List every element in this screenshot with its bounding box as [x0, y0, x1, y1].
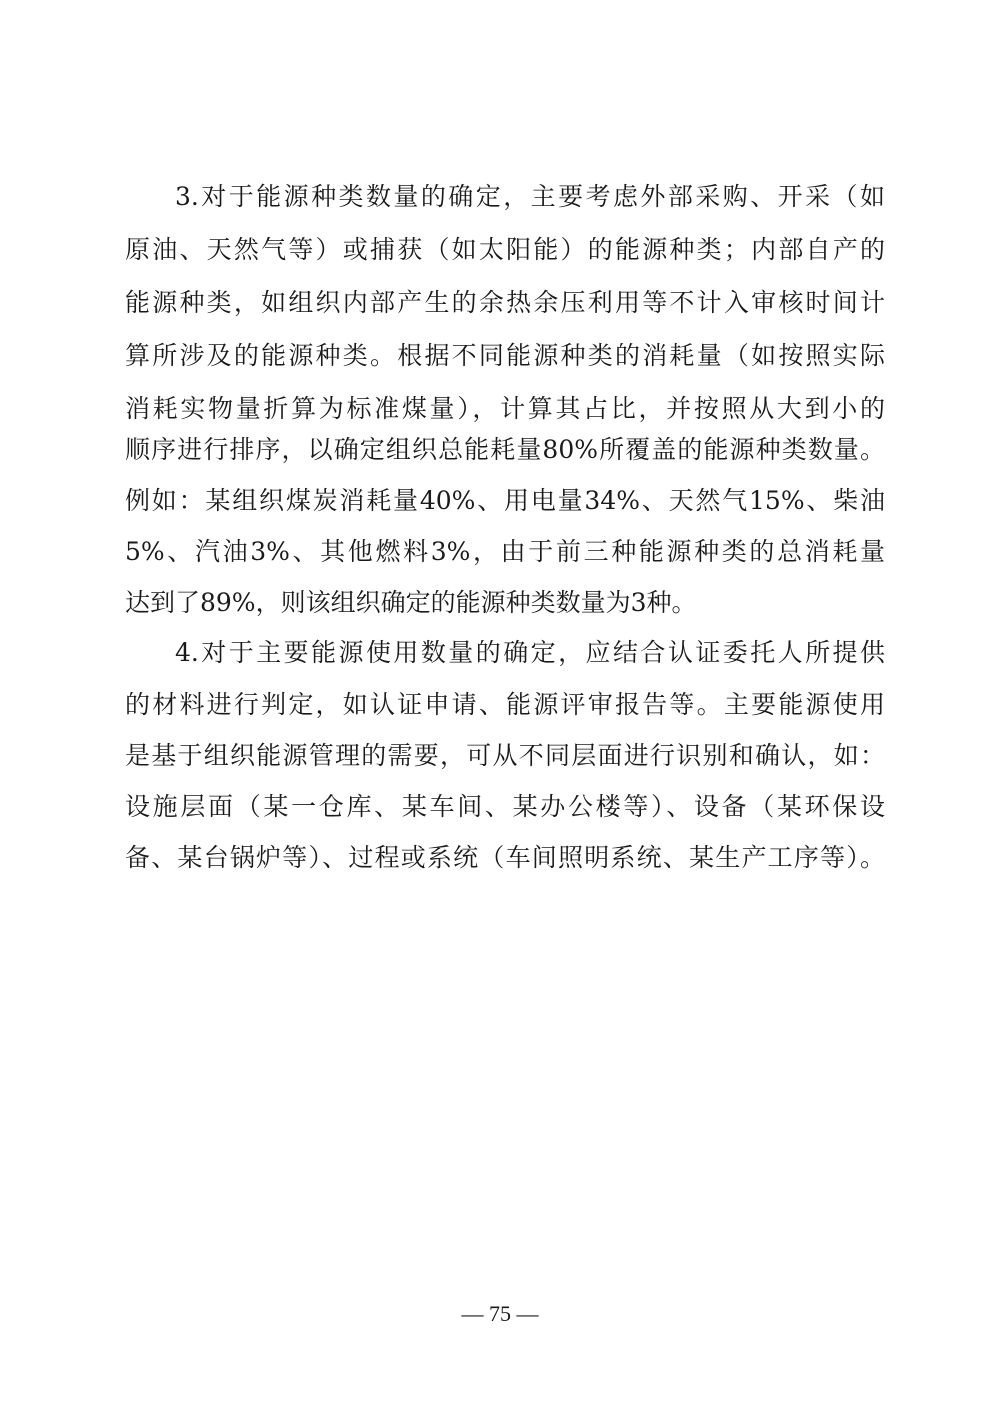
- text-line: 原油、天然气等）或捕获（如太阳能）的能源种类；内部自产的: [125, 235, 885, 264]
- text-line: 算所涉及的能源种类。根据不同能源种类的消耗量（如按照实际: [125, 341, 885, 370]
- text-line: 能源种类，如组织内部产生的余热余压利用等不计入审核时间计: [125, 288, 885, 317]
- text-line: 例如：某组织煤炭消耗量40%、用电量34%、天然气15%、柴油: [125, 486, 885, 515]
- text-line: 顺序进行排序，以确定组织总能耗量80%所覆盖的能源种类数量。: [125, 435, 885, 464]
- text-line: 5%、汽油3%、其他燃料3%，由于前三种能源种类的总消耗量: [125, 537, 885, 566]
- text-line: 是基于组织能源管理的需要，可从不同层面进行识别和确认，如：: [125, 741, 885, 770]
- text-line: 消耗实物量折算为标准煤量），计算其占比，并按照从大到小的: [125, 394, 885, 423]
- text-line: 4.对于主要能源使用数量的确定，应结合认证委托人所提供: [175, 638, 885, 667]
- text-line: 3.对于能源种类数量的确定，主要考虑外部采购、开采（如: [175, 182, 885, 211]
- page-number: — 75 —: [461, 1301, 539, 1326]
- text-line: 设施层面（某一仓库、某车间、某办公楼等）、设备（某环保设: [125, 792, 885, 821]
- text-line: 的材料进行判定，如认证申请、能源评审报告等。主要能源使用: [125, 690, 885, 719]
- text-line: 备、某台锅炉等）、过程或系统（车间照明系统、某生产工序等）。: [125, 843, 885, 872]
- text-line: 达到了89%，则该组织确定的能源种类数量为3种。: [125, 588, 697, 617]
